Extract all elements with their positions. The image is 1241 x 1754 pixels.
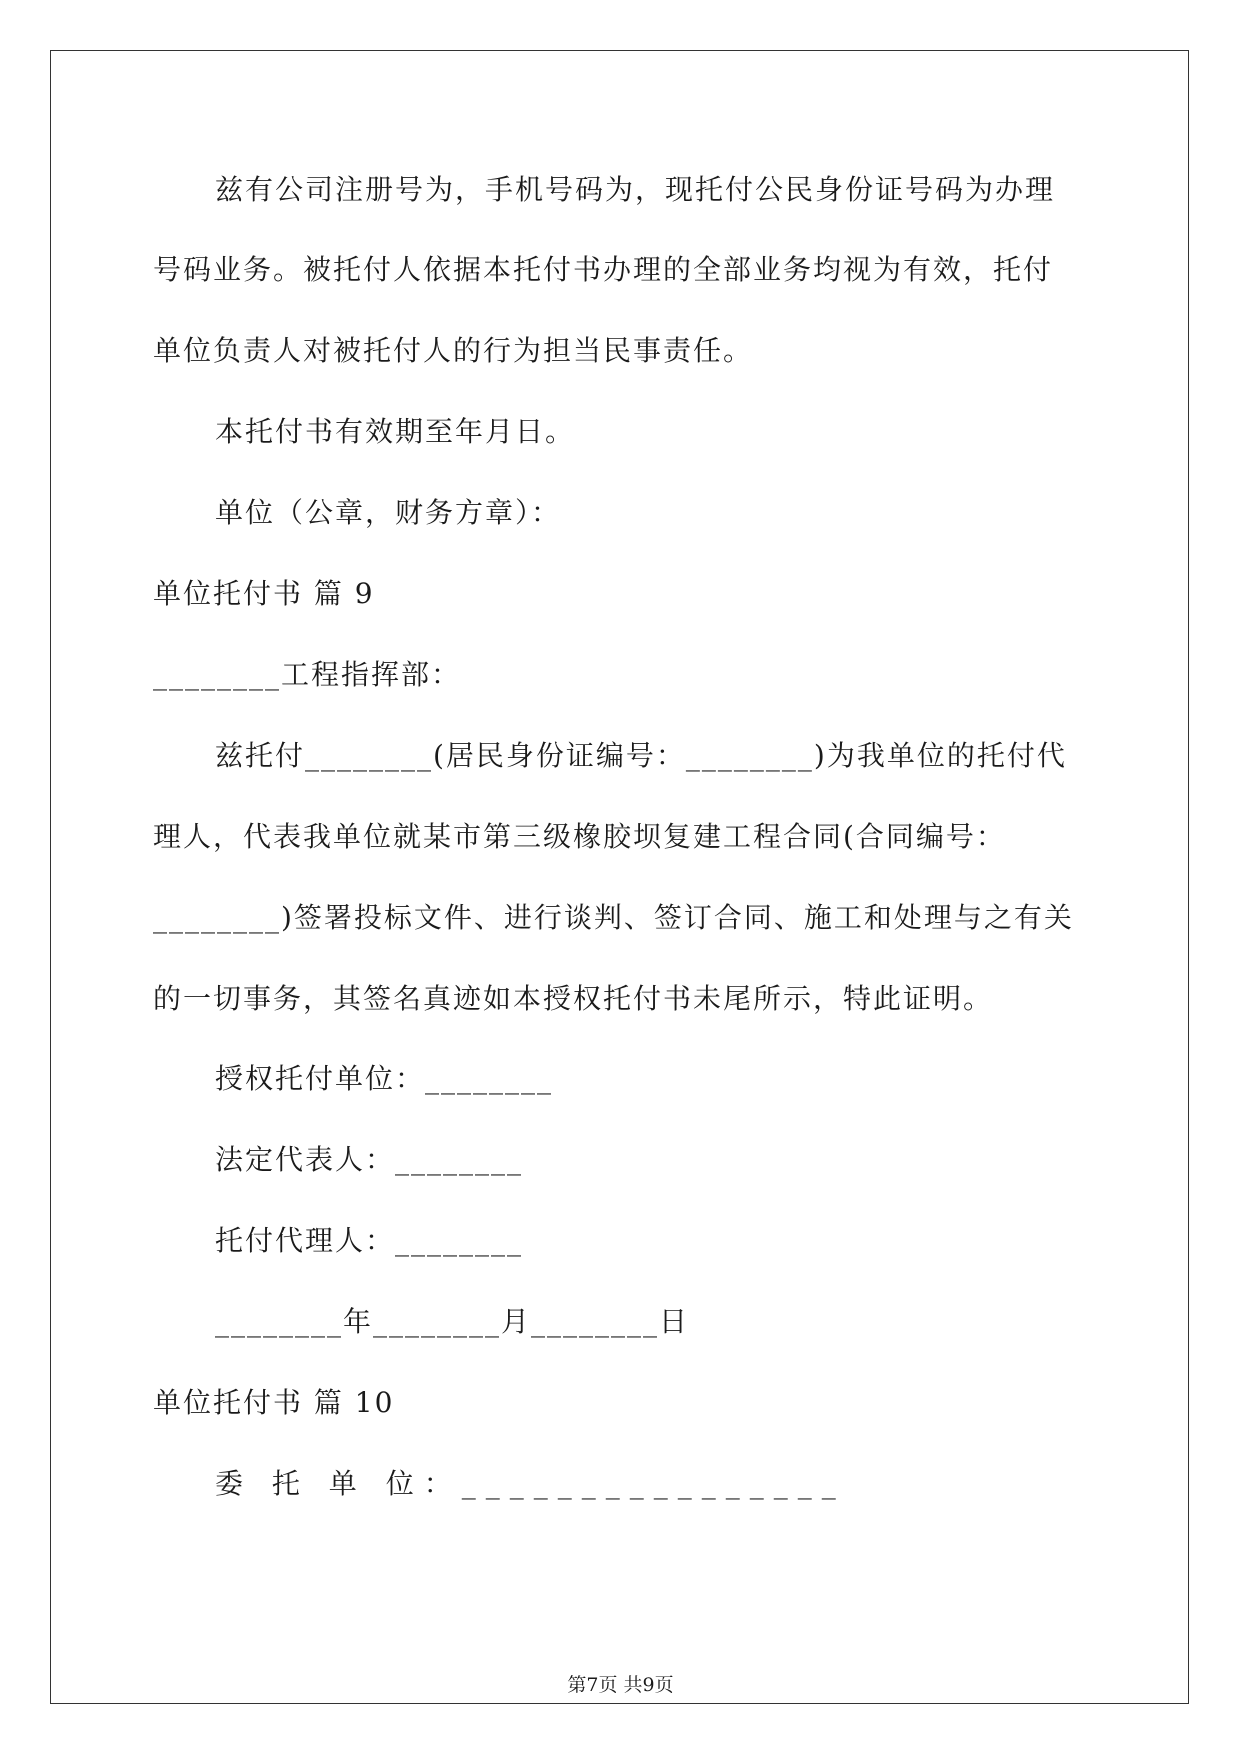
- page-frame: [50, 50, 1189, 1704]
- entrusting-unit-line: 委 托 单 位：________________: [215, 1467, 846, 1500]
- date-line: ________年________月________日: [215, 1305, 690, 1338]
- body-line-4: 的一切事务，其签名真迹如本授权托付书未尾所示，特此证明。: [153, 982, 994, 1015]
- agent-line: 托付代理人：________: [215, 1224, 524, 1257]
- paragraph-line-3: 单位负责人对被托付人的行为担当民事责任。: [153, 334, 754, 367]
- paragraph-line-2: 号码业务。被托付人依据本托付书办理的全部业务均视为有效，托付: [153, 253, 1054, 286]
- section-heading-10: 单位托付书 篇 10: [153, 1386, 395, 1419]
- seal-line: 单位（公章，财务方章）：: [215, 496, 562, 529]
- section-heading-9: 单位托付书 篇 9: [153, 577, 375, 610]
- body-line-1: 兹托付________(居民身份证编号：________)为我单位的托付代: [215, 739, 1067, 772]
- paragraph-line-1: 兹有公司注册号为，手机号码为，现托付公民身份证号码为办理: [215, 173, 1056, 206]
- legal-representative-line: 法定代表人：________: [215, 1143, 524, 1176]
- addressee-line: ________工程指挥部：: [153, 658, 462, 691]
- body-line-2: 理人，代表我单位就某市第三级橡胶坝复建工程合同(合同编号：: [153, 820, 1006, 853]
- page-footer: 第7页 共9页: [567, 1674, 674, 1696]
- body-line-3: ________)签署投标文件、进行谈判、签订合同、施工和处理与之有关: [153, 901, 1074, 934]
- validity-line: 本托付书有效期至年月日。: [215, 415, 576, 448]
- authorizing-unit-line: 授权托付单位：________: [215, 1062, 554, 1095]
